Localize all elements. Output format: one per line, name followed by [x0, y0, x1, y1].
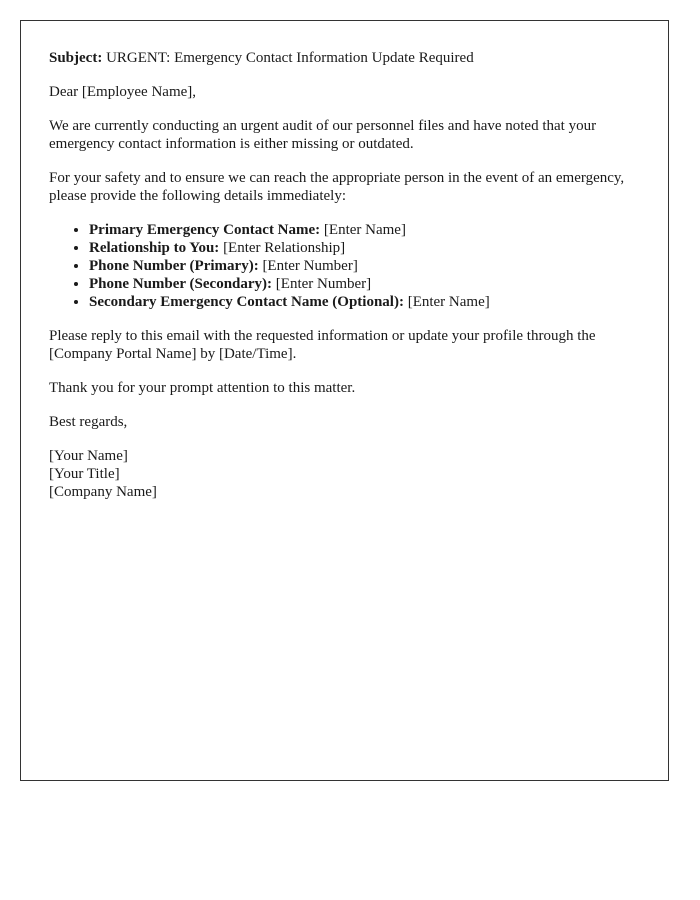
field-label: Primary Emergency Contact Name: — [89, 222, 321, 238]
request-paragraph: For your safety and to ensure we can reach the appropriate person in the event of an emergency, please provide the following details immediately: — [49, 170, 625, 204]
contact-fields-list — [49, 221, 648, 311]
thanks-line: Thank you for your prompt attention to this matter. — [49, 380, 356, 396]
list-item — [89, 257, 648, 275]
reply-instructions: Please reply to this email with the requested information or update your profile through the [Company Portal Name] by [Date/Time]. — [49, 328, 596, 362]
signature-block — [49, 447, 648, 501]
intro-paragraph: We are currently conducting an urgent audit of our personnel files and have noted that your emergency contact information is either missing or outdated. — [49, 118, 597, 152]
field-value: [Enter Name] — [320, 222, 406, 238]
closing: Best regards, — [49, 414, 128, 430]
field-value: [Enter Relationship] — [219, 240, 346, 256]
field-label: Relationship to You: — [89, 240, 220, 256]
field-value: [Enter Number] — [272, 276, 372, 292]
signature-name: [Your Name] — [49, 448, 128, 464]
list-item — [89, 239, 648, 257]
greeting: Dear [Employee Name], — [49, 84, 197, 100]
field-label: Secondary Emergency Contact Name (Optional): — [89, 294, 404, 310]
signature-company: [Company Name] — [49, 484, 157, 500]
field-value: [Enter Number] — [258, 258, 358, 274]
field-label: Phone Number (Secondary): — [89, 276, 273, 292]
list-item — [89, 221, 648, 239]
subject-line — [49, 49, 648, 67]
signature-title: [Your Title] — [49, 466, 120, 482]
field-value: [Enter Name] — [403, 294, 490, 310]
list-item — [89, 275, 648, 293]
subject-label: Subject: — [49, 50, 103, 66]
list-item — [89, 293, 648, 311]
subject-text: URGENT: Emergency Contact Information Update Required — [102, 50, 474, 66]
email-document — [20, 20, 669, 781]
field-label: Phone Number (Primary): — [89, 258, 259, 274]
